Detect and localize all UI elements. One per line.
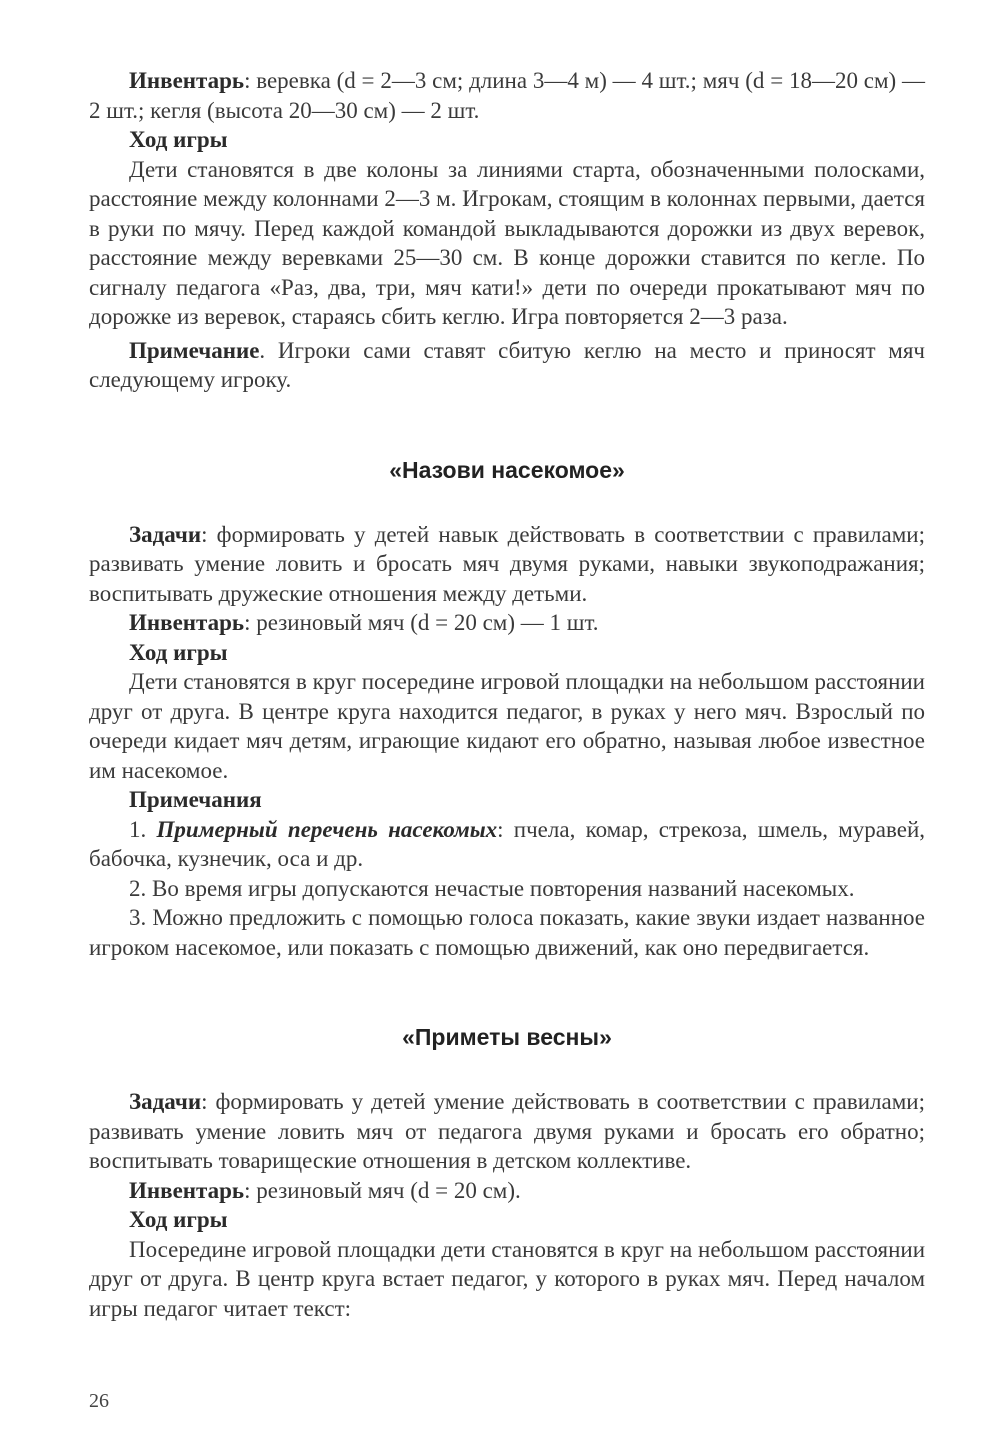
game2-tasks — [89, 520, 925, 609]
course-label: Ход игры — [129, 127, 228, 152]
note-label: Примечание — [129, 337, 260, 363]
game1-note — [89, 336, 925, 395]
tasks-label: Задачи — [129, 1089, 202, 1114]
game3-title: «Приметы весны» — [402, 1024, 612, 1050]
game2-course-text: Дети становятся в круг посередине игровой площадки на небольшом расстоянии друг от друга. В центре круга находится педагог, в руках у него мяч. Взрослый по очереди кидает мяч детям, играющие кидают его обратно, называя любое известное им насекомое. — [89, 669, 925, 783]
game3-tasks — [89, 1087, 925, 1176]
game2-note1 — [89, 815, 925, 874]
game1-course-text: Дети становятся в две колоны за линиями старта, обозначенными полосками, расстояние между колоннами 2—3 м. Игрокам, стоящим в колоннах первыми, дается в руки по мячу. Перед каждой командой выкладываются дорожки из двух веревок, расстояние между веревками 25—30 см. В конце дорожки ставится по кегле. По сигналу педагога «Раз, два, три, мяч кати!» дети по очереди прокатывают мяч по дорожке из веревок, стараясь сбить кеглю. Игра повторяется 2—3 раза. — [89, 156, 925, 329]
inventory-text: : резиновый мяч (d = 20 см) — 1 шт. — [244, 610, 599, 635]
notes-label: Примечания — [129, 787, 262, 812]
course-label: Ход игры — [129, 1207, 228, 1232]
game2-title: «Назови насекомое» — [389, 456, 625, 483]
tasks-text: : формировать у детей умение действовать в соответствии с правилами; развивать умение ловить мяч от педагога двумя руками и бросать его обратно; воспитывать товарищеские отношения в детском коллективе. — [89, 1089, 925, 1173]
game3-course-heading — [89, 1205, 925, 1235]
inventory-label: Инвентарь — [129, 1177, 245, 1203]
game2-inventory — [89, 608, 925, 638]
note1-label: Примерный перечень насекомых — [156, 816, 498, 842]
inventory-text: : резиновый мяч (d = 20 см). — [244, 1177, 521, 1203]
tasks-label: Задачи — [129, 521, 202, 547]
game1-course-heading — [89, 125, 925, 155]
game3-inventory — [89, 1176, 925, 1206]
game1-inventory — [89, 66, 925, 125]
inventory-label: Инвентарь — [129, 68, 245, 93]
game2-course-heading — [89, 638, 925, 668]
note1-number: 1. — [129, 816, 157, 842]
note1-text: : пчела, комар, стрекоза, шмель, муравей, бабочка, кузнечик, оса и др. — [89, 816, 925, 871]
tasks-text: : формировать у детей навык действовать в соответствии с правилами; развивать умение ловить и бросать мяч двумя руками, навыки звукоподражания; воспитывать дружеские отношения между детьми. — [89, 521, 925, 606]
inventory-label: Инвентарь — [129, 610, 245, 635]
page-content — [89, 66, 925, 1323]
note-text: . Игроки сами ставят сбитую кеглю на место и приносят мяч следующему игроку. — [89, 337, 925, 392]
game2-note2: 2. Во время игры допускаются нечастые повторения названий насекомых. — [129, 875, 855, 901]
course-label: Ход игры — [129, 639, 228, 665]
game3-course-text: Посередине игровой площадки дети становятся в круг на небольшом расстоянии друг от друга. В центр круга встает педагог, у которого в руках мяч. Перед началом игры педагог читает текст: — [89, 1236, 925, 1321]
inventory-text: : веревка (d = 2—3 см; длина 3—4 м) — 4 шт.; мяч (d = 18—20 см) — 2 шт.; кегля (высота 20—30 см) — 2 шт. — [89, 68, 925, 123]
game2-notes-heading — [89, 785, 925, 815]
page-number: 26 — [89, 1390, 109, 1412]
game2-note3: 3. Можно предложить с помощью голоса показать, какие звуки издает названное игроком насекомое, или показать с помощью движений, как оно передвигается. — [89, 905, 925, 960]
